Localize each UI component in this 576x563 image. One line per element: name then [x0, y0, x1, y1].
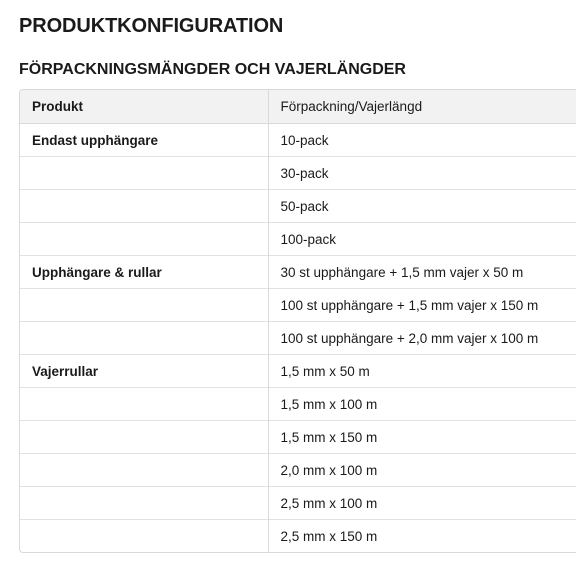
packaging-cell: 2,0 mm x 100 m: [268, 454, 576, 487]
product-cell: [20, 487, 268, 520]
product-cell: [20, 157, 268, 190]
product-cell: [20, 454, 268, 487]
packaging-cell: 10-pack: [268, 124, 576, 157]
packaging-cell: 2,5 mm x 150 m: [268, 520, 576, 553]
product-cell: [20, 388, 268, 421]
table-header-row: [20, 90, 576, 124]
table-row: [20, 190, 576, 223]
product-cell: Vajerrullar: [20, 355, 268, 388]
packaging-cell: 100-pack: [268, 223, 576, 256]
table-row: [20, 124, 576, 157]
packaging-cell: 100 st upphängare + 1,5 mm vajer x 150 m: [268, 289, 576, 322]
product-cell: [20, 223, 268, 256]
packaging-cell: 1,5 mm x 50 m: [268, 355, 576, 388]
packaging-cell: 2,5 mm x 100 m: [268, 487, 576, 520]
table-row: [20, 157, 576, 190]
table-row: [20, 322, 576, 355]
product-cell: [20, 421, 268, 454]
table-row: [20, 289, 576, 322]
packaging-cell: 30 st upphängare + 1,5 mm vajer x 50 m: [268, 256, 576, 289]
table-row: [20, 256, 576, 289]
packaging-cell: 1,5 mm x 100 m: [268, 388, 576, 421]
product-table: [19, 89, 576, 553]
table-row: [20, 454, 576, 487]
product-cell: [20, 520, 268, 553]
product-cell: Endast upphängare: [32, 132, 159, 148]
table-row: [20, 487, 576, 520]
table-row: [20, 520, 576, 553]
packaging-cell: 1,5 mm x 150 m: [268, 421, 576, 454]
header-packaging: Förpackning/Vajerlängd: [268, 90, 576, 124]
product-cell: Upphängare & rullar: [20, 256, 268, 289]
table-row: [20, 388, 576, 421]
product-cell: [20, 190, 268, 223]
page-title: PRODUKTKONFIGURATION: [19, 15, 284, 37]
header-product: Produkt: [20, 90, 268, 124]
product-cell: [20, 322, 268, 355]
product-cell: [20, 289, 268, 322]
packaging-cell: 30-pack: [268, 157, 576, 190]
packaging-cell: 50-pack: [268, 190, 576, 223]
table-row: [20, 355, 576, 388]
packaging-cell: 100 st upphängare + 2,0 mm vajer x 100 m: [268, 322, 576, 355]
section-title: FÖRPACKNINGSMÄNGDER OCH VAJERLÄNGDER: [19, 61, 406, 78]
table-row: [20, 223, 576, 256]
table-row: [20, 421, 576, 454]
